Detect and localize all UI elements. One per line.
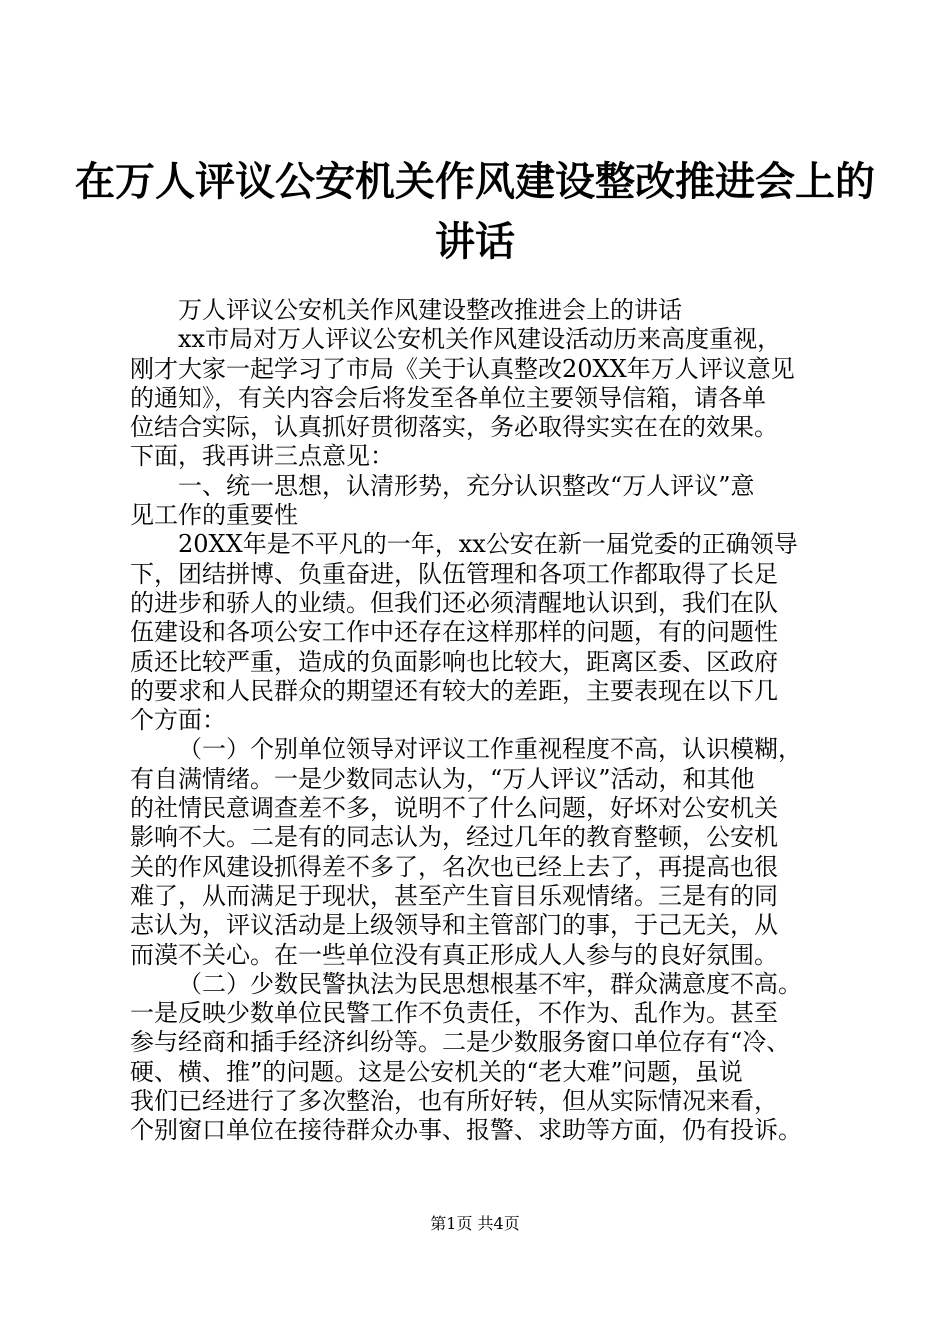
body-text-line: 伍建设和各项公安工作中还存在这样那样的问题，有的问题性 [130, 618, 778, 647]
page-footer: 第1页 共4页 [430, 1214, 520, 1233]
body-text-line: 硬、横、推”的问题。这是公安机关的“老大难”问题，虽说 [130, 1057, 743, 1086]
document-title-line-2: 讲话 [435, 219, 515, 265]
body-text-line: 而漠不关心。在一些单位没有真正形成人人参与的良好氛围。 [130, 940, 778, 969]
body-text-line: 难了，从而满足于现状，甚至产生盲目乐观情绪。三是有的同 [130, 881, 778, 910]
body-text-line: 质还比较严重，造成的负面影响也比较大，距离区委、区政府 [130, 647, 778, 676]
body-text-line: 参与经商和插手经济纠纷等。二是少数服务窗口单位存有“冷、 [130, 1028, 791, 1057]
document-title-line-1: 在万人评议公安机关作风建设整改推进会上的 [75, 159, 875, 205]
body-text-line: 万人评议公安机关作风建设整改推进会上的讲话 [178, 296, 682, 324]
body-text-line: 我们已经进行了多次整治，也有所好转，但从实际情况来看， [130, 1087, 778, 1116]
body-text-line: 下，团结拼博、负重奋进，队伍管理和各项工作都取得了长足 [130, 559, 778, 588]
body-text-line: 20XX年是不平凡的一年，xx公安在新一届党委的正确领导 [178, 530, 798, 559]
body-text-line: 刚才大家一起学习了市局《关于认真整改20XX年万人评议意见 [130, 354, 795, 383]
body-text-line: 的通知》，有关内容会后将发至各单位主要领导信箱，请各单 [130, 383, 766, 412]
body-text-line: xx市局对万人评议公安机关作风建设活动历来高度重视， [178, 325, 782, 354]
body-text-line: （一）个别单位领导对评议工作重视程度不高，认识模糊， [178, 735, 802, 764]
document-body [130, 296, 830, 1146]
body-text-line: 位结合实际，认真抓好贯彻落实，务必取得实实在在的效果。 [130, 413, 778, 442]
body-text-line: 有自满情绪。一是少数同志认为，“万人评议”活动，和其他 [130, 764, 755, 793]
body-text-line: 的进步和骄人的业绩。但我们还必须清醒地认识到，我们在队 [130, 588, 778, 617]
body-text-line: 见工作的重要性 [130, 501, 298, 530]
body-text-line: 一、统一思想，认清形势，充分认识整改“万人评议”意 [178, 471, 755, 500]
body-text-line: 的社情民意调查差不多，说明不了什么问题，好坏对公安机关 [130, 794, 778, 823]
body-text-line: 的要求和人民群众的期望还有较大的差距，主要表现在以下几 [130, 676, 778, 705]
body-text-line: 关的作风建设抓得差不多了，名次也已经上去了，再提高也很 [130, 852, 778, 881]
body-text-line: 影响不大。二是有的同志认为，经过几年的教育整顿，公安机 [130, 823, 778, 852]
body-text-line: 个别窗口单位在接待群众办事、报警、求助等方面，仍有投诉。 [130, 1116, 802, 1145]
body-text-line: 一是反映少数单位民警工作不负责任，不作为、乱作为。甚至 [130, 999, 778, 1028]
body-text-line: 个方面： [130, 706, 226, 735]
body-text-line: （二）少数民警执法为民思想根基不牢，群众满意度不高。 [178, 969, 802, 998]
body-text-line: 下面，我再讲三点意见： [130, 442, 394, 471]
body-text-line: 志认为，评议活动是上级领导和主管部门的事，于己无关，从 [130, 911, 778, 940]
